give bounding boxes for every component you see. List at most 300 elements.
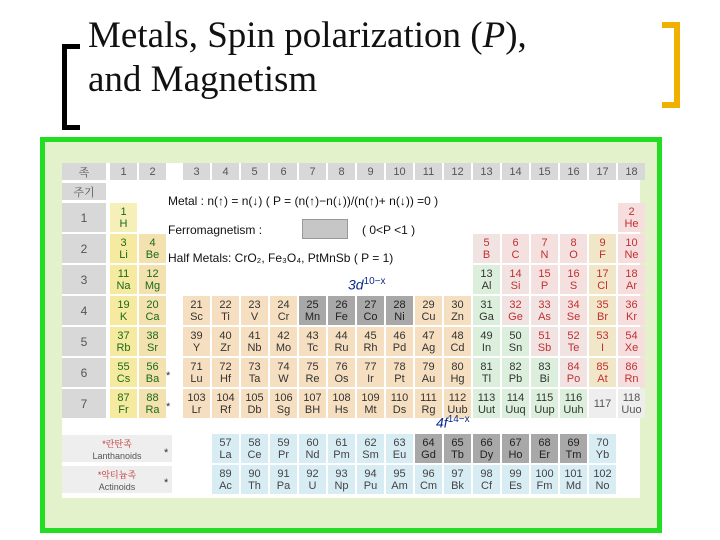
- atomic-number: 16: [567, 267, 580, 280]
- element-cell: [444, 465, 471, 494]
- element-cell: [270, 327, 297, 356]
- atomic-number: 8: [570, 236, 577, 249]
- element-cell: [531, 296, 558, 325]
- element-cell: [444, 327, 471, 356]
- element-symbol: Ds: [392, 403, 407, 416]
- element-cell: [139, 389, 166, 418]
- atomic-number: 11: [117, 267, 130, 280]
- atomic-number: 28: [393, 298, 406, 311]
- element-cell: [618, 389, 645, 418]
- atomic-number: 80: [451, 360, 464, 373]
- atomic-number: 86: [625, 360, 638, 373]
- element-symbol: Yb: [595, 448, 610, 461]
- atomic-number: 116: [564, 391, 583, 404]
- atomic-number: 75: [306, 360, 319, 373]
- atomic-number: 22: [219, 298, 232, 311]
- element-cell: [139, 327, 166, 356]
- element-cell: [386, 358, 413, 387]
- atomic-number: 117: [593, 397, 612, 410]
- atomic-number: 92: [306, 467, 319, 480]
- element-symbol: Se: [566, 310, 581, 323]
- atomic-number: 82: [509, 360, 522, 373]
- element-cell: [502, 265, 529, 294]
- element-symbol: Mo: [275, 341, 292, 354]
- element-cell: [299, 389, 326, 418]
- element-cell: [270, 434, 297, 463]
- atomic-number: 83: [538, 360, 551, 373]
- group-header-label: 족: [62, 163, 106, 180]
- element-symbol: Sn: [508, 341, 523, 354]
- element-cell: [299, 465, 326, 494]
- element-symbol: V: [250, 310, 259, 323]
- element-symbol: Pt: [394, 372, 405, 385]
- atomic-number: 72: [219, 360, 232, 373]
- atomic-number: 38: [146, 329, 159, 342]
- element-symbol: Sg: [276, 403, 291, 416]
- element-symbol: He: [624, 217, 639, 230]
- group-header: 6: [270, 163, 297, 180]
- element-symbol: F: [599, 248, 606, 261]
- group-header: 8: [328, 163, 355, 180]
- element-cell: [502, 434, 529, 463]
- element-cell: [386, 327, 413, 356]
- element-cell: [444, 358, 471, 387]
- element-cell: [386, 465, 413, 494]
- element-cell: [299, 327, 326, 356]
- element-symbol: In: [481, 341, 492, 354]
- atomic-number: 69: [567, 436, 580, 449]
- element-symbol: Ho: [508, 448, 523, 461]
- atomic-number: 85: [596, 360, 609, 373]
- period-label: 6: [62, 358, 106, 387]
- element-cell: [139, 296, 166, 325]
- lanthanoid-series-marker: *: [164, 447, 169, 459]
- atomic-number: 9: [599, 236, 606, 249]
- atomic-number: 94: [364, 467, 377, 480]
- atomic-number: 66: [480, 436, 493, 449]
- element-symbol: Lr: [191, 403, 202, 416]
- atomic-number: 100: [535, 467, 554, 480]
- element-symbol: Ta: [248, 372, 261, 385]
- atomic-number: 29: [422, 298, 435, 311]
- atomic-number: 6: [512, 236, 519, 249]
- element-symbol: Te: [567, 341, 580, 354]
- element-symbol: At: [597, 372, 608, 385]
- element-cell: [415, 434, 442, 463]
- atomic-number: 39: [190, 329, 203, 342]
- element-symbol: Xe: [624, 341, 639, 354]
- element-cell: [212, 327, 239, 356]
- atomic-number: 118: [622, 391, 641, 404]
- element-cell: [531, 434, 558, 463]
- period-label: 2: [62, 234, 106, 263]
- atomic-number: 96: [422, 467, 435, 480]
- element-symbol: Nb: [247, 341, 262, 354]
- atomic-number: 54: [625, 329, 638, 342]
- atomic-number: 44: [335, 329, 348, 342]
- atomic-number: 67: [509, 436, 522, 449]
- element-cell: [415, 296, 442, 325]
- element-cell: [589, 358, 616, 387]
- element-symbol: Bk: [451, 479, 464, 492]
- element-symbol: Cm: [419, 479, 438, 492]
- element-cell: [357, 389, 384, 418]
- element-cell: [183, 327, 210, 356]
- element-cell: [328, 296, 355, 325]
- atomic-number: 17: [596, 267, 609, 280]
- atomic-number: 97: [451, 467, 464, 480]
- atomic-number: 59: [277, 436, 290, 449]
- element-symbol: Fe: [335, 310, 348, 323]
- atomic-number: 24: [277, 298, 290, 311]
- element-cell: [531, 465, 558, 494]
- element-symbol: Mn: [304, 310, 321, 323]
- atomic-number: 40: [219, 329, 232, 342]
- element-cell: [328, 465, 355, 494]
- element-cell: [473, 434, 500, 463]
- element-cell: [241, 327, 268, 356]
- element-cell: [357, 434, 384, 463]
- element-cell: [357, 358, 384, 387]
- group-header: 16: [560, 163, 587, 180]
- element-cell: [415, 327, 442, 356]
- atomic-number: 64: [422, 436, 435, 449]
- element-cell: [531, 265, 558, 294]
- element-cell: [241, 434, 268, 463]
- atomic-number: 91: [277, 467, 290, 480]
- element-cell: [299, 358, 326, 387]
- atomic-number: 36: [625, 298, 638, 311]
- group-header: 15: [531, 163, 558, 180]
- element-cell: [618, 203, 645, 232]
- element-symbol: Sb: [537, 341, 552, 354]
- element-cell: [589, 234, 616, 263]
- element-symbol: Pm: [333, 448, 350, 461]
- atomic-number: 20: [146, 298, 159, 311]
- element-cell: [212, 465, 239, 494]
- atomic-number: 114: [506, 391, 525, 404]
- atomic-number: 5: [483, 236, 490, 249]
- element-symbol: Gd: [421, 448, 436, 461]
- title-line-2: and Magnetism: [88, 59, 318, 100]
- element-symbol: Re: [305, 372, 320, 385]
- actinoid-series-marker: *: [164, 477, 169, 489]
- element-cell: [139, 358, 166, 387]
- atomic-number: 113: [477, 391, 496, 404]
- atomic-number: 90: [248, 467, 261, 480]
- element-cell: [270, 358, 297, 387]
- element-cell: [357, 296, 384, 325]
- period-label: 3: [62, 265, 106, 294]
- group-header: 9: [357, 163, 384, 180]
- element-cell: [473, 234, 500, 263]
- atomic-number: 33: [538, 298, 551, 311]
- element-cell: [139, 234, 166, 263]
- element-symbol: Pd: [392, 341, 407, 354]
- element-symbol: Cl: [597, 279, 608, 292]
- element-symbol: Be: [145, 248, 160, 261]
- element-cell: [328, 389, 355, 418]
- atomic-number: 68: [538, 436, 551, 449]
- element-cell: [299, 434, 326, 463]
- atomic-number: 63: [393, 436, 406, 449]
- element-symbol: Uuh: [563, 403, 584, 416]
- atomic-number: 2: [628, 205, 635, 218]
- element-symbol: C: [511, 248, 520, 261]
- element-symbol: Ru: [334, 341, 349, 354]
- element-symbol: BH: [304, 403, 321, 416]
- atomic-number: 42: [277, 329, 290, 342]
- element-cell: [502, 358, 529, 387]
- atomic-number: 12: [146, 267, 159, 280]
- element-cell: [589, 434, 616, 463]
- element-symbol: Rn: [624, 372, 639, 385]
- element-symbol: Tm: [565, 448, 582, 461]
- atomic-number: 41: [248, 329, 261, 342]
- element-cell: [502, 234, 529, 263]
- element-symbol: Nd: [305, 448, 320, 461]
- element-symbol: Br: [597, 310, 608, 323]
- ferromagnetism-label: Ferromagnetism :: [168, 223, 263, 237]
- element-symbol: Hs: [334, 403, 349, 416]
- atomic-number: 55: [117, 360, 130, 373]
- atomic-number: 105: [245, 391, 264, 404]
- element-symbol: Fm: [536, 479, 553, 492]
- element-symbol: Ce: [247, 448, 262, 461]
- element-cell: [212, 389, 239, 418]
- element-symbol: U: [308, 479, 317, 492]
- actinoids-label: *악티늄족 Actinoids: [62, 466, 172, 493]
- title-bracket-left: [62, 44, 80, 130]
- element-cell: [110, 203, 137, 232]
- element-symbol: I: [600, 341, 605, 354]
- element-symbol: Mt: [364, 403, 377, 416]
- element-cell: [386, 296, 413, 325]
- element-symbol: Uut: [477, 403, 496, 416]
- atomic-number: 111: [420, 391, 437, 404]
- group-header: 3: [183, 163, 210, 180]
- period-label: 1: [62, 203, 106, 232]
- slide-title: [88, 14, 648, 102]
- element-symbol: Na: [116, 279, 131, 292]
- label-3d-electrons: $3d^{10-x}$: [348, 276, 386, 293]
- atomic-number: 32: [509, 298, 522, 311]
- atomic-number: 45: [364, 329, 377, 342]
- element-cell: [618, 327, 645, 356]
- group-header: 12: [444, 163, 471, 180]
- atomic-number: 15: [538, 267, 551, 280]
- element-cell: [531, 327, 558, 356]
- lanthanoid-marker: *: [166, 370, 171, 382]
- element-cell: [415, 358, 442, 387]
- element-symbol: Os: [334, 372, 349, 385]
- atomic-number: 19: [117, 298, 130, 311]
- atomic-number: 53: [596, 329, 609, 342]
- atomic-number: 84: [567, 360, 580, 373]
- element-symbol: Si: [510, 279, 521, 292]
- element-symbol: Cd: [450, 341, 465, 354]
- atomic-number: 112: [448, 391, 467, 404]
- element-cell: [444, 434, 471, 463]
- element-symbol: Pb: [508, 372, 523, 385]
- element-cell: [531, 234, 558, 263]
- element-symbol: Pa: [276, 479, 291, 492]
- atomic-number: 26: [335, 298, 348, 311]
- element-symbol: Y: [192, 341, 201, 354]
- element-cell: [560, 265, 587, 294]
- element-cell: [357, 465, 384, 494]
- element-cell: [618, 358, 645, 387]
- element-symbol: Dy: [479, 448, 494, 461]
- element-symbol: Er: [539, 448, 550, 461]
- element-symbol: B: [482, 248, 491, 261]
- atomic-number: 48: [451, 329, 464, 342]
- group-header: 1: [110, 163, 137, 180]
- atomic-number: 87: [117, 391, 130, 404]
- group-header: 10: [386, 163, 413, 180]
- group-header: 2: [139, 163, 166, 180]
- element-symbol: Ba: [145, 372, 160, 385]
- element-symbol: Co: [363, 310, 378, 323]
- element-symbol: Uuq: [505, 403, 526, 416]
- period-header-label: 주기: [62, 183, 106, 200]
- element-symbol: Cf: [481, 479, 492, 492]
- element-cell: [110, 327, 137, 356]
- element-cell: [589, 265, 616, 294]
- element-cell: [110, 265, 137, 294]
- element-cell: [110, 296, 137, 325]
- atomic-number: 76: [335, 360, 348, 373]
- element-symbol: Uuo: [621, 403, 642, 416]
- element-symbol: O: [569, 248, 578, 261]
- element-cell: [328, 327, 355, 356]
- element-symbol: Hg: [450, 372, 465, 385]
- atomic-number: 108: [332, 391, 351, 404]
- element-cell: [531, 389, 558, 418]
- label-4f-electrons: $4f^{14-x}$: [436, 414, 470, 431]
- element-cell: [531, 358, 558, 387]
- atomic-number: 103: [187, 391, 206, 404]
- element-symbol: Ga: [479, 310, 494, 323]
- atomic-number: 52: [567, 329, 580, 342]
- atomic-number: 61: [335, 436, 348, 449]
- element-cell: [560, 465, 587, 494]
- element-cell: [473, 465, 500, 494]
- atomic-number: 74: [277, 360, 290, 373]
- atomic-number: 107: [303, 391, 322, 404]
- element-cell: [110, 234, 137, 263]
- atomic-number: 110: [390, 391, 409, 404]
- element-cell: [212, 296, 239, 325]
- element-symbol: Li: [119, 248, 128, 261]
- atomic-number: 70: [596, 436, 609, 449]
- element-symbol: Ge: [508, 310, 523, 323]
- element-symbol: Tc: [307, 341, 318, 354]
- group-header: 11: [415, 163, 442, 180]
- element-cell: [241, 389, 268, 418]
- lanthanoids-label: *란탄족 Lanthanoids: [62, 435, 172, 462]
- atomic-number: 14: [509, 267, 522, 280]
- element-cell: [502, 327, 529, 356]
- element-cell: [589, 296, 616, 325]
- element-cell: [618, 234, 645, 263]
- element-cell: [270, 465, 297, 494]
- element-cell: [618, 296, 645, 325]
- element-symbol: Ti: [221, 310, 230, 323]
- atomic-number: 62: [364, 436, 377, 449]
- element-symbol: Sm: [362, 448, 379, 461]
- element-cell: [589, 465, 616, 494]
- element-symbol: Es: [509, 479, 522, 492]
- element-symbol: Uup: [534, 403, 555, 416]
- atomic-number: 49: [480, 329, 493, 342]
- element-cell: [299, 296, 326, 325]
- element-symbol: Cs: [116, 372, 131, 385]
- element-symbol: Zr: [220, 341, 231, 354]
- element-symbol: Pu: [363, 479, 378, 492]
- atomic-number: 81: [480, 360, 493, 373]
- atomic-number: 79: [422, 360, 435, 373]
- atomic-number: 50: [509, 329, 522, 342]
- element-cell: [241, 358, 268, 387]
- element-symbol: Uub: [447, 403, 468, 416]
- atomic-number: 95: [393, 467, 406, 480]
- element-cell: [183, 389, 210, 418]
- element-symbol: Ir: [367, 372, 374, 385]
- element-cell: [270, 389, 297, 418]
- element-cell: [473, 389, 500, 418]
- atomic-number: 88: [146, 391, 159, 404]
- atomic-number: 93: [335, 467, 348, 480]
- atomic-number: 56: [146, 360, 159, 373]
- element-symbol: Po: [566, 372, 581, 385]
- period-label: 5: [62, 327, 106, 356]
- element-cell: [241, 296, 268, 325]
- actinoid-marker: *: [166, 401, 171, 413]
- element-cell: [241, 465, 268, 494]
- element-symbol: Cu: [421, 310, 436, 323]
- element-symbol: Rg: [421, 403, 436, 416]
- element-symbol: Rf: [220, 403, 231, 416]
- element-cell: [473, 358, 500, 387]
- element-cell: [183, 358, 210, 387]
- element-symbol: Ra: [145, 403, 160, 416]
- element-symbol: Lu: [190, 372, 203, 385]
- element-cell: [270, 296, 297, 325]
- element-symbol: Zn: [451, 310, 464, 323]
- element-cell: [110, 358, 137, 387]
- group-header: 5: [241, 163, 268, 180]
- element-cell: [473, 296, 500, 325]
- element-cell: [560, 234, 587, 263]
- element-symbol: Fr: [118, 403, 129, 416]
- atomic-number: 46: [393, 329, 406, 342]
- title-line-1: Metals, Spin polarization (P),: [88, 15, 527, 56]
- atomic-number: 78: [393, 360, 406, 373]
- atomic-number: 13: [480, 267, 493, 280]
- atomic-number: 73: [248, 360, 261, 373]
- element-symbol: No: [595, 479, 610, 492]
- element-symbol: Au: [421, 372, 436, 385]
- atomic-number: 21: [190, 298, 203, 311]
- element-symbol: Sc: [190, 310, 203, 323]
- element-symbol: Rb: [116, 341, 131, 354]
- element-symbol: W: [278, 372, 289, 385]
- atomic-number: 10: [625, 236, 638, 249]
- element-symbol: La: [219, 448, 232, 461]
- period-label: 7: [62, 389, 106, 418]
- element-cell: [328, 358, 355, 387]
